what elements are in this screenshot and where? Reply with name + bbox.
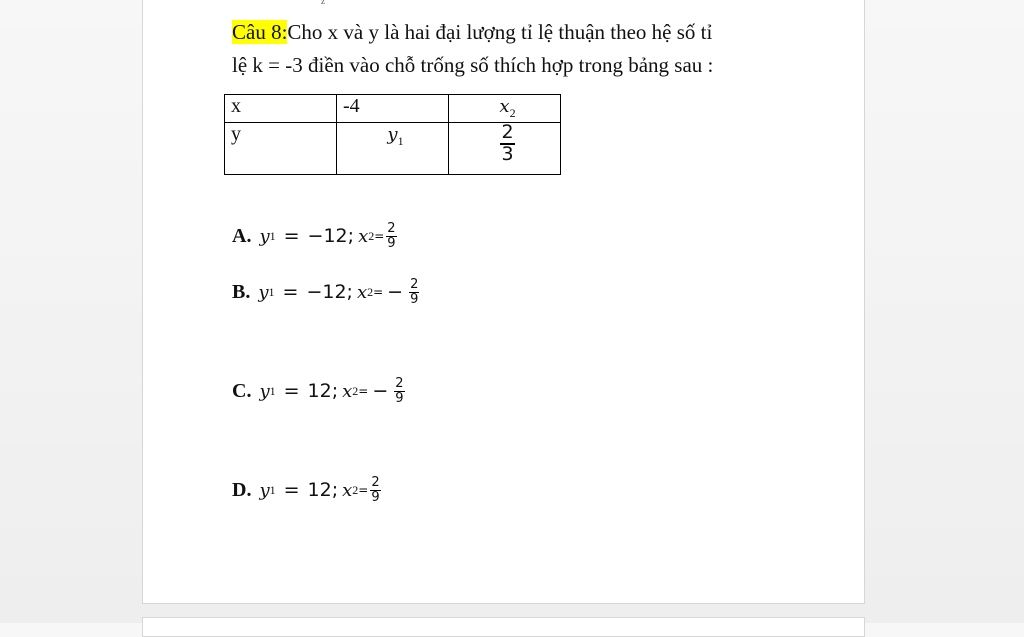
- table-row-y: [225, 123, 561, 175]
- cell-y-1: [337, 123, 449, 175]
- option-a[interactable]: A. y 1 = −12 ; x 2 = $\frac{2}{9}$: [232, 221, 396, 251]
- option-letter: A.: [232, 224, 252, 247]
- option-fraction: $\frac{2}{9}$: [410, 277, 419, 307]
- option-y1-value: −12: [307, 225, 348, 248]
- cell-x-1: -4: [337, 95, 449, 123]
- question-line-2: lệ k = -3 điền vào chỗ trống số thích hợp trong bảng sau :: [232, 53, 714, 77]
- question-label: Câu 8:: [232, 20, 288, 44]
- question-line-1: [232, 20, 712, 45]
- option-fraction: $\frac{2}{9}$: [371, 475, 380, 505]
- option-b[interactable]: B. y 1 = −12 ; x 2 = − $\frac{2}{9}$: [232, 277, 419, 307]
- option-y1-value: −12: [306, 281, 347, 304]
- option-fraction: $\frac{2}{9}$: [395, 376, 404, 406]
- y1-var: y: [387, 124, 398, 145]
- option-fraction: $\frac{2}{9}$: [387, 221, 396, 251]
- y1-sub: 1: [397, 134, 404, 148]
- option-letter: B.: [232, 280, 251, 303]
- cell-x-2: [449, 95, 561, 123]
- table-row-x: [225, 95, 561, 123]
- option-y1-value: 12: [307, 479, 332, 502]
- cell-x-head: x: [225, 95, 337, 123]
- x2-sub: 2: [509, 106, 516, 120]
- cell-y-head: y: [225, 123, 337, 175]
- x2-var: x: [499, 96, 510, 117]
- fraction-two-thirds: $\frac{2}{3}$: [501, 121, 514, 165]
- question-text-1: Cho x và y là hai đại lượng tỉ lệ thuận theo hệ số tỉ: [287, 20, 713, 44]
- stray-mark: z: [321, 0, 325, 6]
- next-document-page: [142, 617, 865, 637]
- option-y1-value: 12: [307, 380, 332, 403]
- cell-y-2: [449, 123, 561, 175]
- option-c[interactable]: C. y 1 = 12 ; x 2 = − $\frac{2}{9}$: [232, 376, 404, 406]
- option-letter: D.: [232, 478, 252, 501]
- value-table: [224, 94, 561, 175]
- option-letter: C.: [232, 379, 252, 402]
- option-d[interactable]: D. y 1 = 12 ; x 2 = $\frac{2}{9}$: [232, 475, 380, 505]
